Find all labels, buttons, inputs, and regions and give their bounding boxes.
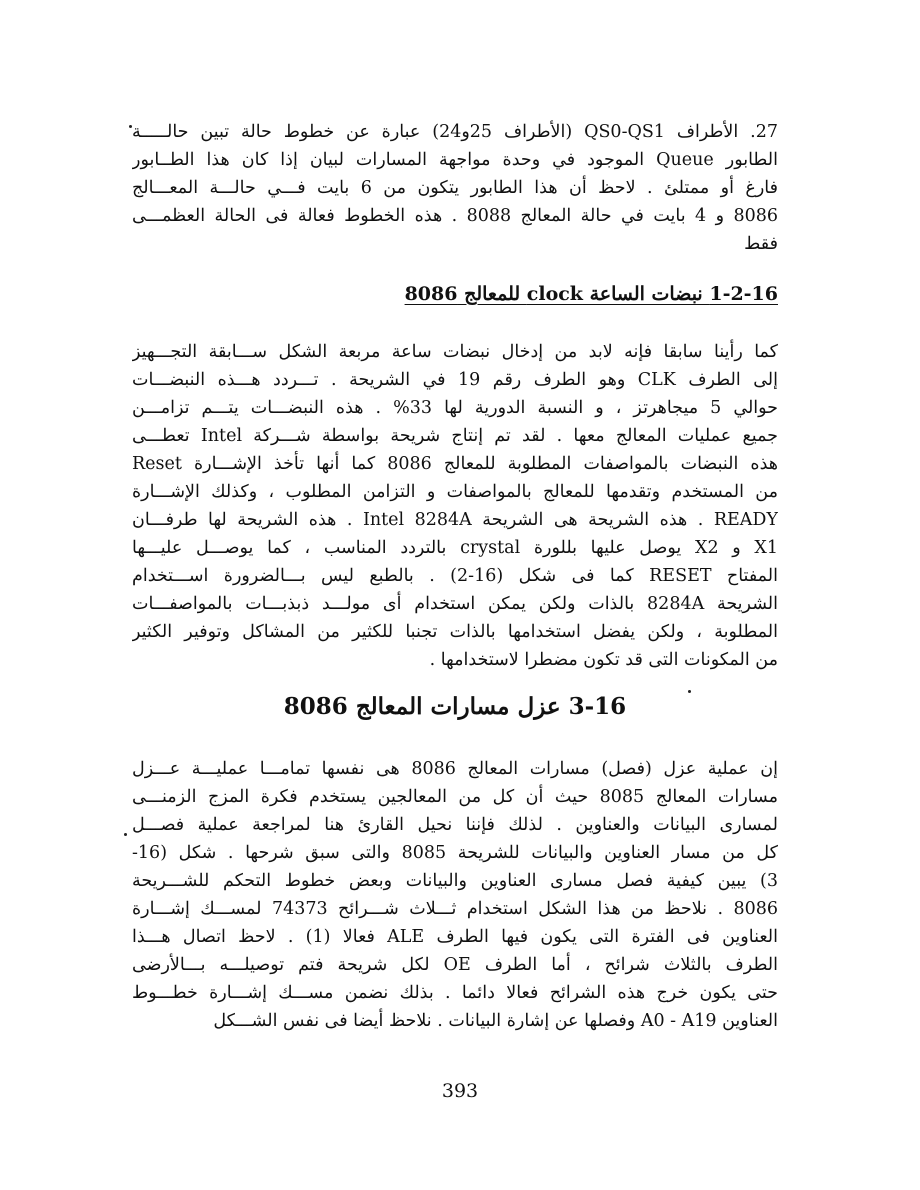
text-line: من المكونات التى قد تكون مضطرا لاستخدامها . (429, 650, 778, 670)
text-line: هذه النبضات بالمواصفات المطلوبة للمعالج 8086 كما أنها تأخذ الإشـــارة Reset (132, 454, 778, 474)
text-line: لمسارى البيانات والعناوين . لذلك فإننا نحيل القارئ هنا لمراجعة عملية فصـــل (132, 815, 778, 835)
text-line: الطرف بالثلاث شرائح ، أما الطرف OE لكل شريحة فتم توصيلـــه بـــالأرضى (132, 955, 778, 975)
text-line: إن عملية عزل (فصل) مسارات المعالج 8086 هى نفسها تمامـــا عمليـــة عـــزل (132, 759, 778, 779)
text-line: فقط (744, 234, 778, 254)
paragraph-1 (132, 118, 778, 258)
paragraph-3 (132, 755, 778, 1035)
text-line: الطابور Queue الموجود في وحدة مواجهة المسارات لبيان إذا كان هذا الطــابور (132, 150, 778, 170)
text-line: كل من مسار العناوين والبيانات للشريحة 8085 والتى سبق شرحها . شكل (16- (132, 843, 778, 863)
text-line: 3) يبين كيفية فصل مسارى العناوين والبيانات وبعض خطوط التحكم للشـــريحة (132, 871, 778, 891)
text-line: فارغ أو ممتلئ . لاحظ أن هذا الطابور يتكون من 6 بايت فـــي حالـــة المعـــالج (132, 178, 778, 198)
text-line: كما رأينا سابقا فإنه لابد من إدخال نبضات ساعة مربعة الشكل ســـابقة التجـــهيز (132, 342, 778, 362)
text-line: 27. الأطراف QS0-QS1 (الأطراف 25و24) عبارة عن خطوط حالة تبين حالـــــة (132, 122, 778, 142)
scan-speck (124, 833, 127, 836)
paragraph-pin-status (132, 118, 778, 258)
text-line: X1 و X2 يوصل عليها بللورة crystal بالتردد المناسب ، كما يوصـــل عليـــها (132, 538, 778, 558)
section-heading-bus-isolation: 3-16 عزل مسارات المعالج 8086 (283, 693, 627, 720)
text-line: إلى الطرف CLK وهو الطرف رقم 19 في الشريحة . تـــردد هـــذه النبضـــات (132, 370, 778, 390)
paragraph-bus-isolation (132, 755, 778, 1035)
paragraph-2 (132, 338, 778, 674)
page-number: 393 (441, 1080, 479, 1102)
text-line: المطلوبة ، ولكن يفضل استخدامها بالذات تجنبا للكثير من المشاكل وتوفير الكثير (132, 622, 778, 642)
text-line: جميع عمليات المعالج معها . لقد تم إنتاج شريحة بواسطة شـــركة Intel تعطـــى (132, 426, 778, 446)
text-line: العناوين A0 - A19 وفصلها عن إشارة البيانات . نلاحظ أيضا فى نفس الشـــكل (213, 1011, 778, 1031)
text-line: العناوين فى الفترة التى يكون فيها الطرف ALE فعالا (1) . لاحظ اتصال هـــذا (132, 927, 778, 947)
text-line: 8086 . نلاحظ من هذا الشكل استخدام ثـــلاث شـــرائح 74373 لمســـك إشـــارة (132, 899, 778, 919)
text-line: حوالي 5 ميجاهرتز ، و النسبة الدورية لها 33% . هذه النبضـــات يتـــم تزامـــن (132, 398, 778, 418)
text-line: مسارات المعالج 8085 حيث أن كل من المعالجين يستخدم فكرة المزج الزمنـــى (132, 787, 778, 807)
text-line: حتى يكون خرج هذه الشرائح فعالا دائما . بذلك نضمن مســـك إشـــارة خطـــوط (132, 983, 778, 1003)
text-line: 8086 و 4 بايت في حالة المعالج 8088 . هذه الخطوط فعالة فى الحالة العظمـــى (132, 206, 778, 226)
text-line: READY . هذه الشريحة هى الشريحة Intel 8284A . هذه الشريحة لها طرفـــان (132, 510, 778, 530)
text-line: المفتاح RESET كما فى شكل (16-2) . بالطبع ليس بـــالضرورة اســـتخدام (132, 566, 778, 586)
paragraph-clock (132, 338, 778, 674)
text-line: الشريحة 8284A بالذات ولكن يمكن استخدام أى مولـــد ذبذبـــات بالمواصفـــات (132, 594, 778, 614)
text-line: من المستخدم وتقدمها للمعالج بالمواصفات و التزامن المطلوب ، وكذلك الإشـــارة (132, 482, 778, 502)
section-heading-clock: 1-2-16 نبضات الساعة clock للمعالج 8086 (404, 283, 778, 305)
